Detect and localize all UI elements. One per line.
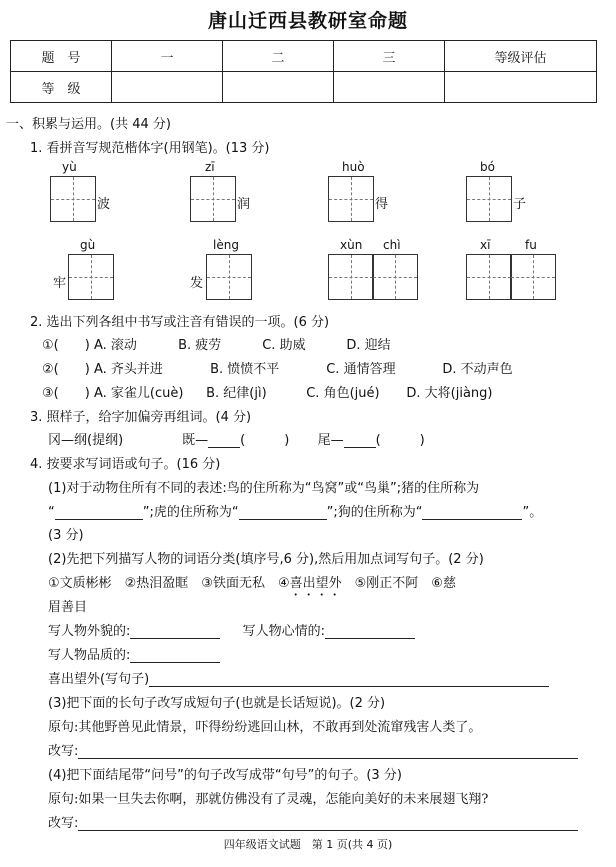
answer-blank[interactable]	[239, 519, 327, 520]
option: D. 大将(jiàng)	[406, 386, 493, 401]
word-list: ①文质彬彬 ②热泪盈眶 ③铁面无私 ④喜出望外 ⑤刚正不阿 ⑥慈	[48, 576, 456, 591]
table-cell: 二	[223, 41, 334, 72]
blank-cell[interactable]	[334, 72, 445, 103]
option: C. 助威	[262, 338, 306, 353]
dotted-word: 喜出望外	[289, 576, 342, 591]
table-cell: 一	[112, 41, 223, 72]
option: A. 家雀儿(cuè)	[93, 386, 184, 401]
fill-row: 写人物外貌的: 写人物心情的:	[48, 620, 415, 639]
table-cell: 题 号	[11, 41, 112, 72]
score-note: (3 分)	[48, 528, 84, 543]
answer-paren[interactable]: ( )	[240, 433, 290, 448]
character: 润	[237, 197, 251, 212]
table-cell: 等 级	[11, 72, 112, 103]
answer-blank[interactable]	[78, 758, 578, 759]
question-stem: 1. 看拼音写规范楷体字(用钢笔)。(13 分)	[30, 141, 270, 156]
blank-cell[interactable]	[112, 72, 223, 103]
paragraph: (3)把下面的长句子改写成短句子(也就是长话短说)。(2 分)	[48, 696, 386, 711]
fill-row: 喜出望外(写句子)	[48, 668, 549, 687]
example: 冈—纲(提纲)	[48, 433, 124, 448]
answer-blank[interactable]	[208, 447, 240, 448]
word-list: 眉善目	[48, 600, 88, 615]
answer-blank[interactable]	[325, 638, 415, 639]
fill-row: 写人物品质的:	[48, 644, 220, 663]
option: A. 滚动	[93, 338, 137, 353]
writing-grid[interactable]	[510, 254, 556, 300]
answer-blank[interactable]	[130, 662, 220, 663]
answer-paren[interactable]: ( )	[375, 433, 425, 448]
table-cell: 三	[334, 41, 445, 72]
pinyin-label: lèng	[213, 238, 239, 252]
question-stem: 4. 按要求写词语或句子。(16 分)	[30, 457, 221, 472]
writing-grid[interactable]	[206, 254, 252, 300]
writing-grid[interactable]	[50, 176, 96, 222]
option: D. 迎结	[346, 338, 391, 353]
writing-grid[interactable]	[328, 176, 374, 222]
character: 牢	[53, 276, 67, 291]
table-row	[11, 41, 597, 72]
pinyin-label: huò	[342, 160, 365, 174]
pinyin-label: zī	[205, 160, 215, 174]
blank-cell[interactable]	[445, 72, 597, 103]
pinyin-label: xī	[480, 238, 491, 252]
page-title: 唐山迁西县教研室命题	[207, 10, 408, 32]
original-sentence: 原句:其他野兽见此情景，吓得纷纷逃回山林，不敢再到处流窜残害人类了。	[48, 720, 482, 735]
option: B. 疲劳	[178, 338, 222, 353]
character: 波	[97, 197, 111, 212]
character: 得	[375, 197, 389, 212]
option-number[interactable]: ③( )	[42, 386, 90, 401]
score-table	[10, 40, 597, 103]
answer-blank[interactable]	[344, 447, 376, 448]
paragraph: (4)把下面结尾带“问号”的句子改写成带“句号”的句子。(3 分)	[48, 768, 402, 783]
option-row	[42, 382, 492, 401]
answer-blank[interactable]	[55, 519, 143, 520]
character: 子	[513, 197, 527, 212]
option: C. 角色(jué)	[306, 386, 380, 401]
writing-grid[interactable]	[190, 176, 236, 222]
character: 发	[190, 276, 204, 291]
answer-blank[interactable]	[78, 830, 578, 831]
writing-grid[interactable]	[372, 254, 418, 300]
writing-grid[interactable]	[466, 254, 512, 300]
option: D. 不动声色	[442, 362, 513, 377]
fill-row: 改写:	[48, 812, 578, 831]
paragraph: (2)先把下列描写人物的词语分类(填序号,6 分),然后用加点词写句子。(2 分)	[48, 552, 484, 567]
answer-blank[interactable]	[149, 686, 549, 687]
item-char: 尾—	[317, 433, 344, 448]
option-row	[42, 358, 513, 377]
writing-grid[interactable]	[466, 176, 512, 222]
item-char: 既—	[182, 433, 209, 448]
question-stem: 2. 选出下列各组中书写或注音有错误的一项。(6 分)	[30, 315, 330, 330]
option-row	[42, 334, 391, 353]
option-number[interactable]: ①( )	[42, 338, 90, 353]
pinyin-label: gù	[80, 238, 96, 252]
pinyin-label: xùn	[340, 238, 363, 252]
answer-blank[interactable]	[422, 519, 522, 520]
option: B. 愤愤不平	[210, 362, 280, 377]
writing-grid[interactable]	[68, 254, 114, 300]
option-number[interactable]: ②( )	[42, 362, 90, 377]
table-cell: 等级评估	[445, 41, 597, 72]
pinyin-label: bó	[480, 160, 495, 174]
page-footer: 四年级语文试题 第 1 页(共 4 页)	[223, 838, 393, 851]
pinyin-label: yù	[62, 160, 77, 174]
section-heading: 一、积累与运用。(共 44 分)	[6, 117, 171, 132]
pinyin-label: fu	[525, 238, 537, 252]
question-stem: 3. 照样子，给字加偏旁再组词。(4 分)	[30, 410, 252, 425]
example-row	[48, 429, 425, 448]
paragraph: “ ”;虎的住所称为“ ”;狗的住所称为“ ”。	[48, 505, 543, 520]
fill-row: 改写:	[48, 740, 578, 759]
original-sentence: 原句:如果一旦失去你啊，那就仿佛没有了灵魂，怎能向美好的未来展翅飞翔?	[48, 792, 489, 807]
pinyin-label: chì	[383, 238, 401, 252]
option: A. 齐头并进	[93, 362, 163, 377]
blank-cell[interactable]	[223, 72, 334, 103]
option: B. 纪律(jì)	[206, 386, 267, 401]
paragraph: (1)对于动物住所有不同的表述:鸟的住所称为“鸟窝”或“鸟巢”;猪的住所称为	[48, 481, 480, 496]
table-row	[11, 72, 597, 103]
option: C. 通情答理	[326, 362, 396, 377]
answer-blank[interactable]	[130, 638, 220, 639]
writing-grid[interactable]	[328, 254, 374, 300]
